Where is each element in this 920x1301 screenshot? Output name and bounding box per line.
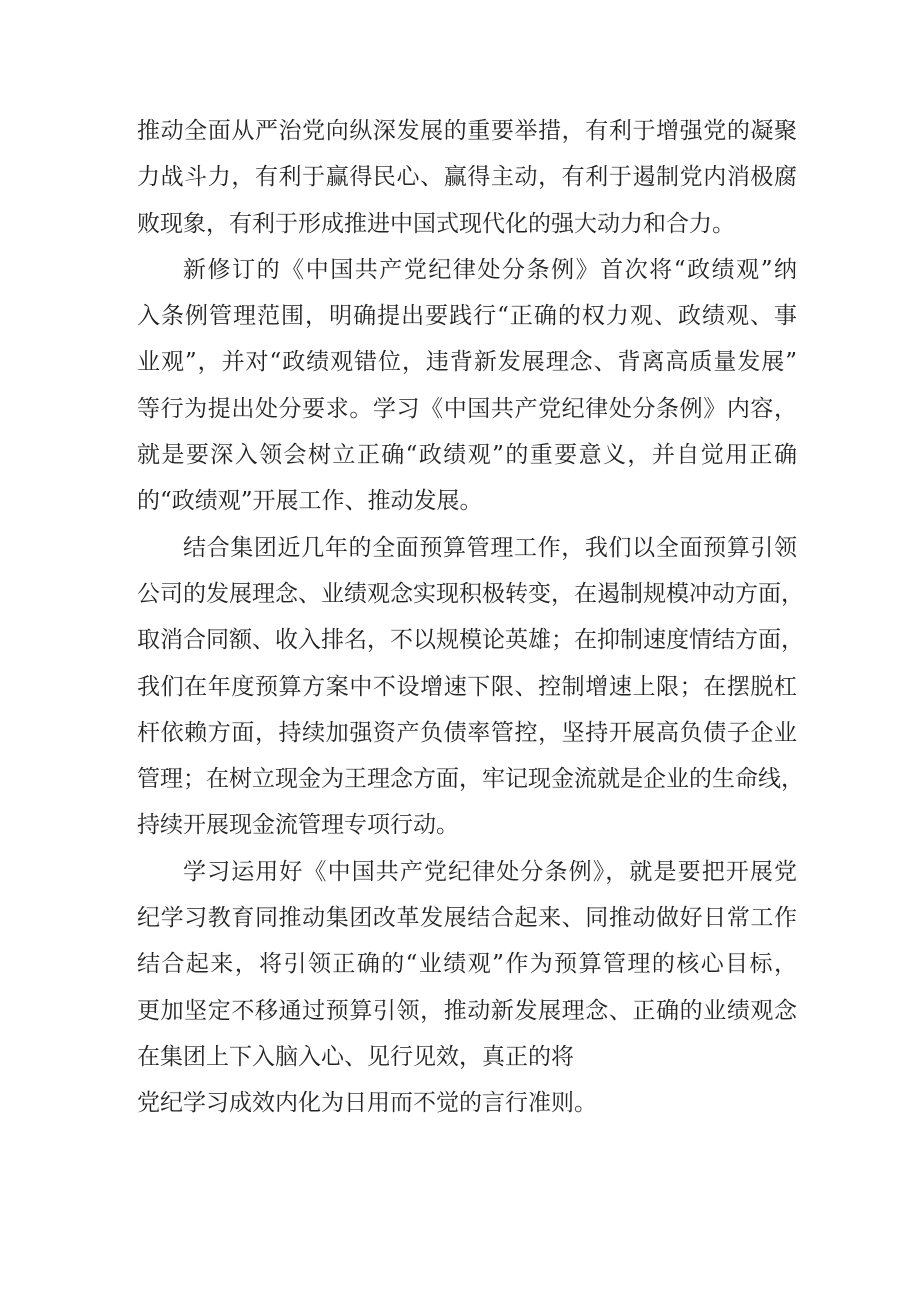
text-line: 结合集团近几年的全面预算管理工作，我们以全面预算引领 [183, 534, 797, 561]
text-line: 等行为提出处分要求。学习《中国共产党纪律处分条例》内容， [137, 395, 797, 422]
text-line: 取消合同额、收入排名，不以规模论英雄；在抑制速度情结方面， [137, 627, 804, 654]
text-line: 杆依赖方面，持续加强资产负债率管控，坚持开展高负债子企业 [137, 719, 797, 746]
text-line: 的“政绩观”开展工作、推动发展。 [137, 488, 483, 515]
text-line: 公司的发展理念、业绩观念实现积极转变，在遏制规模冲动方面， [137, 580, 804, 607]
text-line: 推动全面从严治党向纵深发展的重要举措，有利于增强党的凝聚 [137, 118, 797, 144]
body-text [137, 108, 804, 1127]
text-line: 力战斗力，有利于赢得民心、赢得主动，有利于遏制党内消极腐 [137, 164, 797, 191]
text-line: 纪学习教育同推动集团改革发展结合起来、同推动做好日常工作 [137, 905, 797, 932]
text-line: 管理；在树立现金为王理念方面，牢记现金流就是企业的生命线， [137, 766, 804, 793]
text-line: 在集团上下入脑入心、见行见效，真正的将 [137, 1043, 574, 1070]
text-line: 就是要深入领会树立正确“政绩观”的重要意义，并自觉用正确 [137, 442, 797, 469]
text-line: 持续开展现金流管理专项行动。 [137, 812, 459, 839]
text-line: 更加坚定不移通过预算引领，推动新发展理念、正确的业绩观念 [137, 997, 797, 1024]
text-line: 我们在年度预算方案中不设增速下限、控制增速上限；在摆脱杠 [137, 673, 797, 700]
text-line: 入条例管理范围，明确提出要践行“正确的权力观、政绩观、事 [137, 303, 797, 330]
text-line: 党纪学习成效内化为日用而不觉的言行准则。 [137, 1090, 597, 1117]
text-line: 学习运用好《中国共产党纪律处分条例》，就是要把开展党 [183, 858, 797, 885]
text-line: 结合起来，将引领正确的“业绩观”作为预算管理的核心目标， [137, 951, 797, 978]
text-line: 新修订的《中国共产党纪律处分条例》首次将“政绩观”纳 [183, 256, 797, 283]
text-line: 败现象，有利于形成推进中国式现代化的强大动力和合力。 [137, 210, 735, 237]
text-line: 业观”，并对“政绩观错位，违背新发展理念、背离高质量发展” [137, 349, 797, 376]
